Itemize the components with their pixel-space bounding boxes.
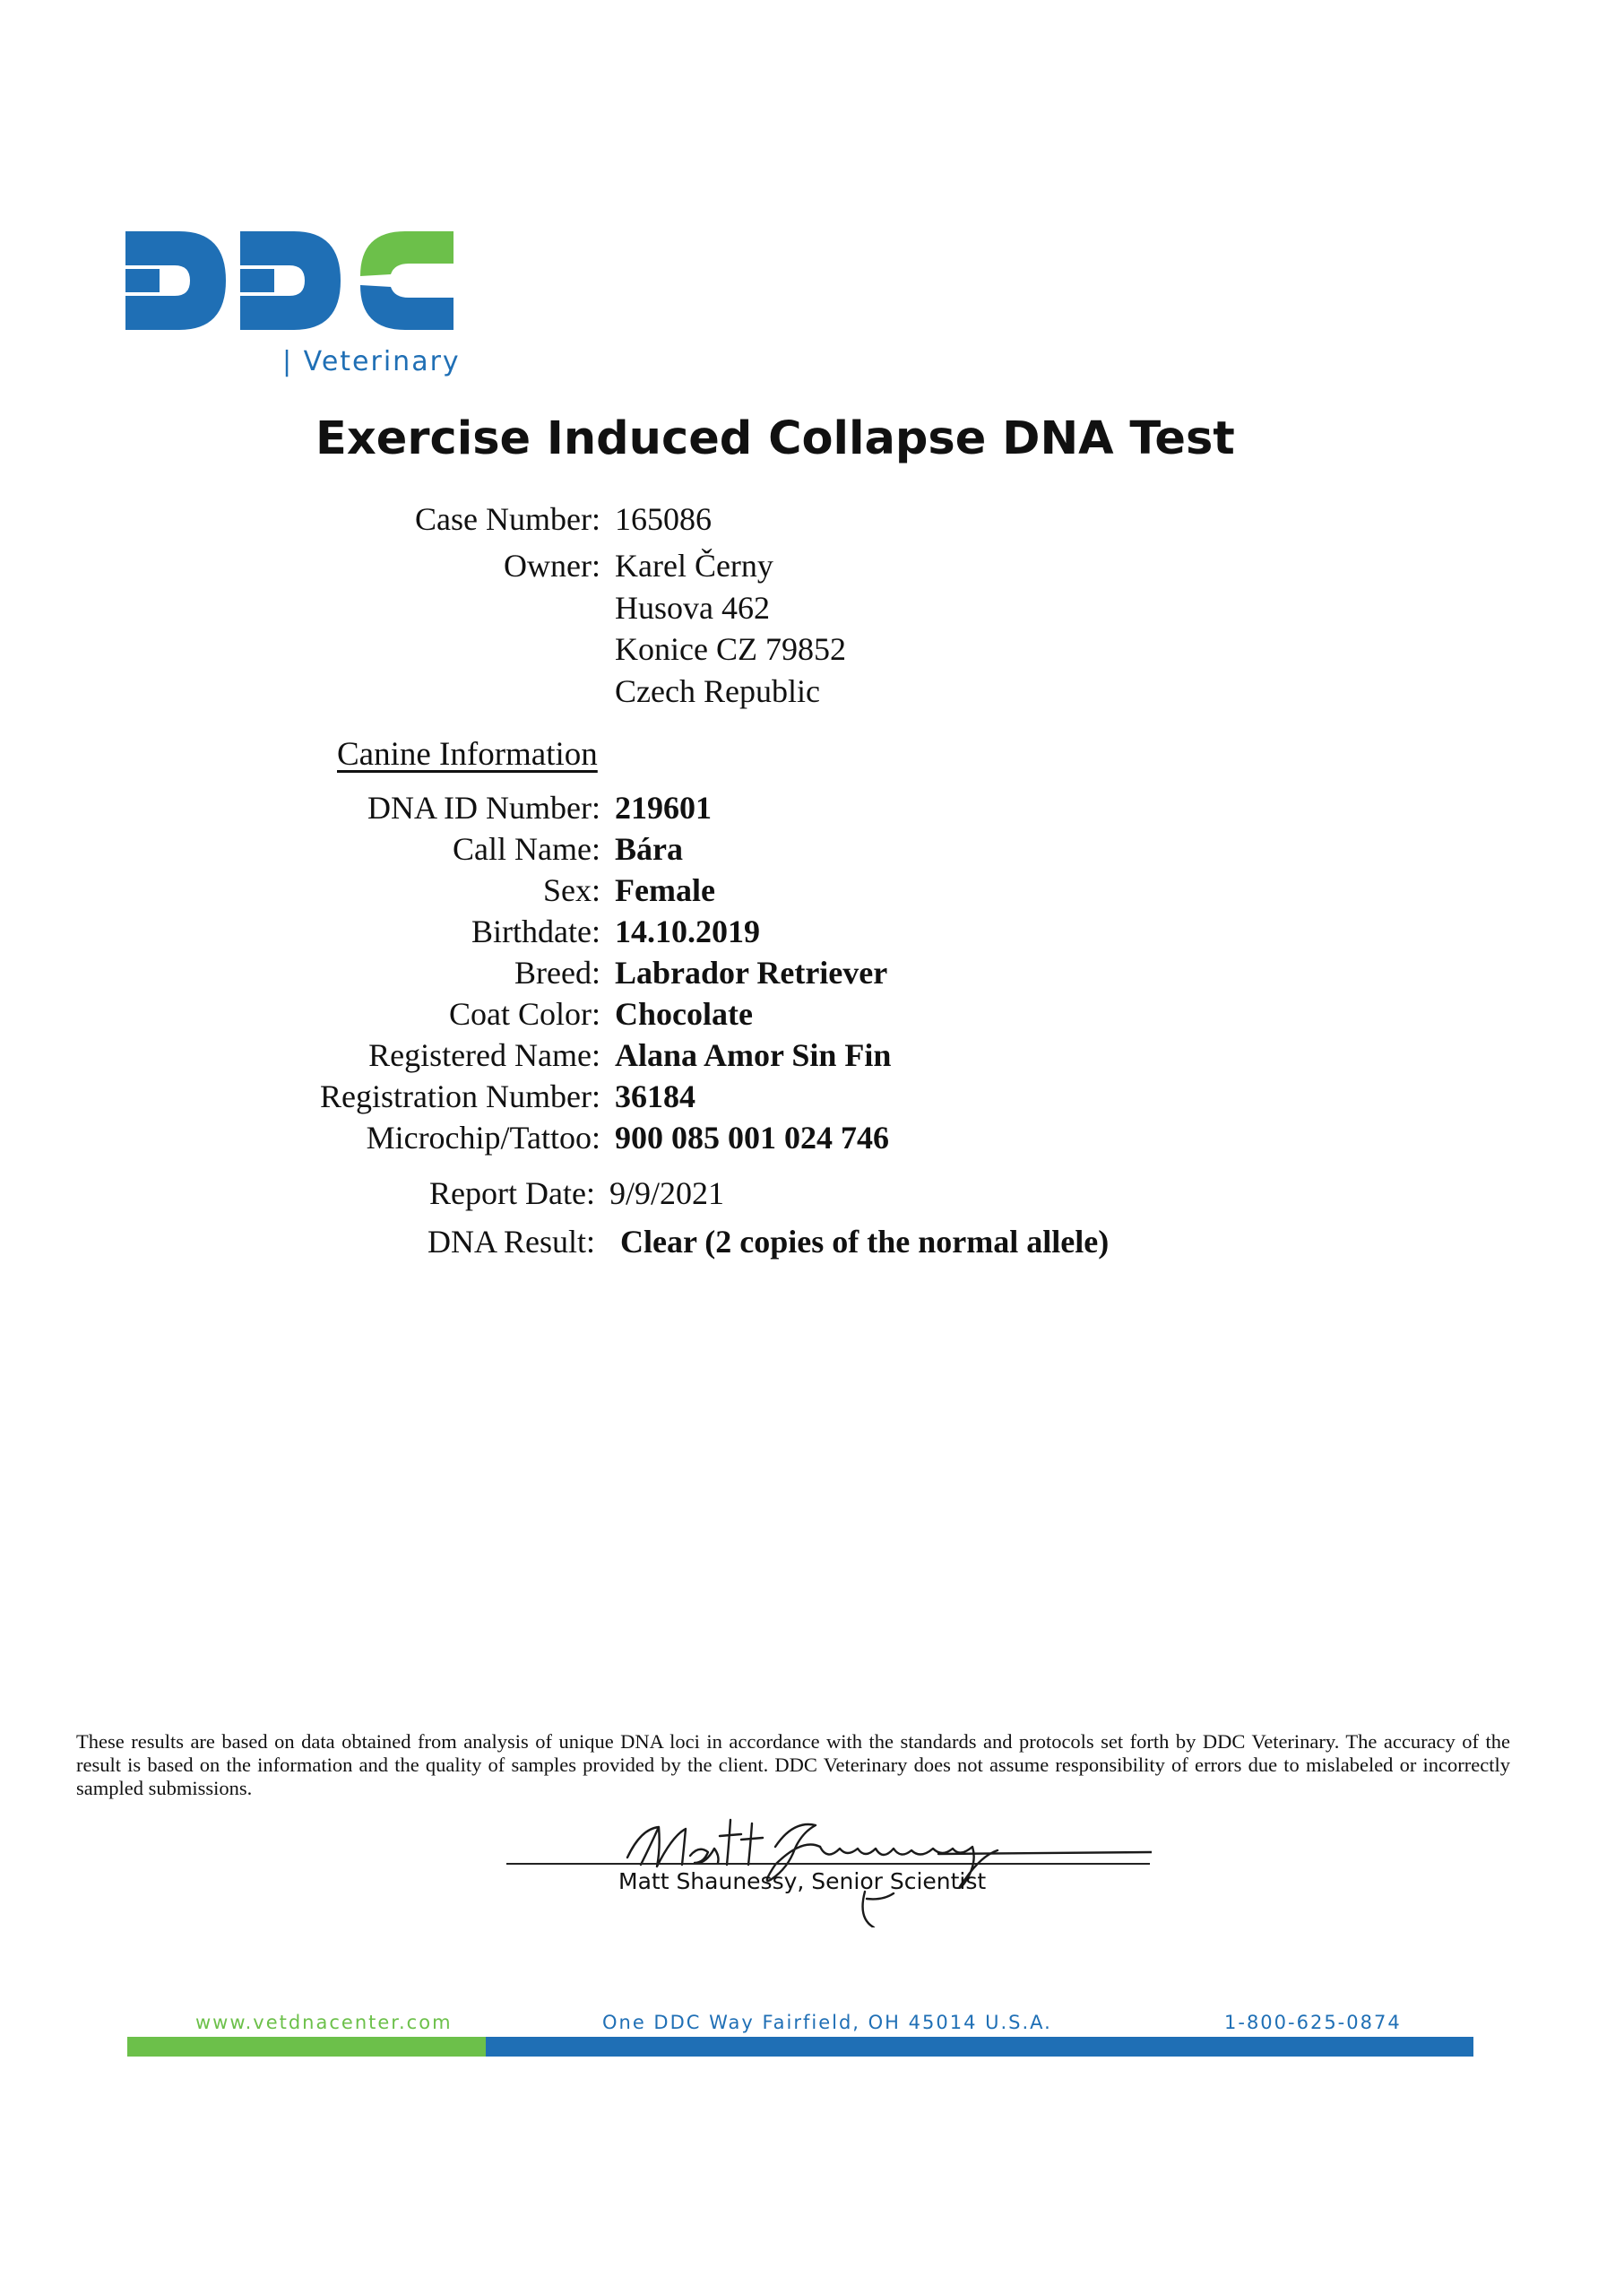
footer-phone: 1-800-625-0874 [1224, 2012, 1402, 2033]
disclaimer-text: These results are based on data obtained from analysis of unique DNA loci in accordance with the standards and protocols set forth by DDC Veterinary. The accuracy of the result is based on the information and the quality of samples provided by the client. DDC Veterinary does not assume responsibility of errors due to mislabeled or incorrectly sampled submissions. [76, 1730, 1510, 1799]
canine-information-heading: Canine Information [337, 736, 598, 773]
registered-name-label: Registered Name: [368, 1037, 600, 1073]
footer-website[interactable]: www.vetdnacenter.com [195, 2012, 453, 2033]
signature-line [506, 1863, 1150, 1865]
owner-name: Karel Černy [615, 548, 773, 584]
birthdate-value: 14.10.2019 [615, 914, 760, 949]
owner-label: Owner: [504, 548, 600, 584]
sex-value: Female [615, 872, 715, 908]
dna-id-value: 219601 [615, 790, 712, 826]
signatory-name: Matt Shaunessy, Senior Scientist [618, 1868, 987, 1894]
dna-result-label: DNA Result: [427, 1224, 595, 1260]
ddc-logo-mark [125, 231, 466, 339]
registration-number-value: 36184 [615, 1078, 695, 1114]
call-name-value: Bára [615, 831, 683, 867]
microchip-value: 900 085 001 024 746 [615, 1120, 889, 1156]
owner-city: Konice CZ 79852 [615, 631, 846, 667]
footer-bar-green [127, 2037, 486, 2057]
signature-image [506, 1793, 1152, 1927]
coat-color-value: Chocolate [615, 996, 753, 1032]
report-date-value: 9/9/2021 [609, 1175, 725, 1211]
dna-id-label: DNA ID Number: [367, 790, 600, 826]
case-number-label: Case Number: [415, 501, 600, 537]
case-number-value: 165086 [615, 501, 712, 537]
coat-color-label: Coat Color: [449, 996, 600, 1032]
sex-label: Sex: [542, 872, 600, 908]
dna-result-value: Clear (2 copies of the normal allele) [620, 1224, 1110, 1260]
logo-subtitle: | Veterinary [282, 346, 461, 377]
registration-number-label: Registration Number: [320, 1078, 600, 1114]
footer-bar-blue [486, 2037, 1473, 2057]
birthdate-label: Birthdate: [471, 914, 600, 949]
microchip-label: Microchip/Tattoo: [366, 1120, 600, 1156]
breed-value: Labrador Retriever [615, 955, 888, 991]
footer-address: One DDC Way Fairfield, OH 45014 U.S.A. [602, 2012, 1052, 2033]
owner-country: Czech Republic [615, 673, 820, 709]
report-date-label: Report Date: [429, 1175, 595, 1211]
call-name-label: Call Name: [453, 831, 600, 867]
breed-label: Breed: [514, 955, 600, 991]
owner-street: Husova 462 [615, 590, 770, 626]
document-title: Exercise Induced Collapse DNA Test [315, 412, 1235, 465]
ddc-logo [125, 231, 466, 384]
registered-name-value: Alana Amor Sin Fin [615, 1037, 892, 1073]
